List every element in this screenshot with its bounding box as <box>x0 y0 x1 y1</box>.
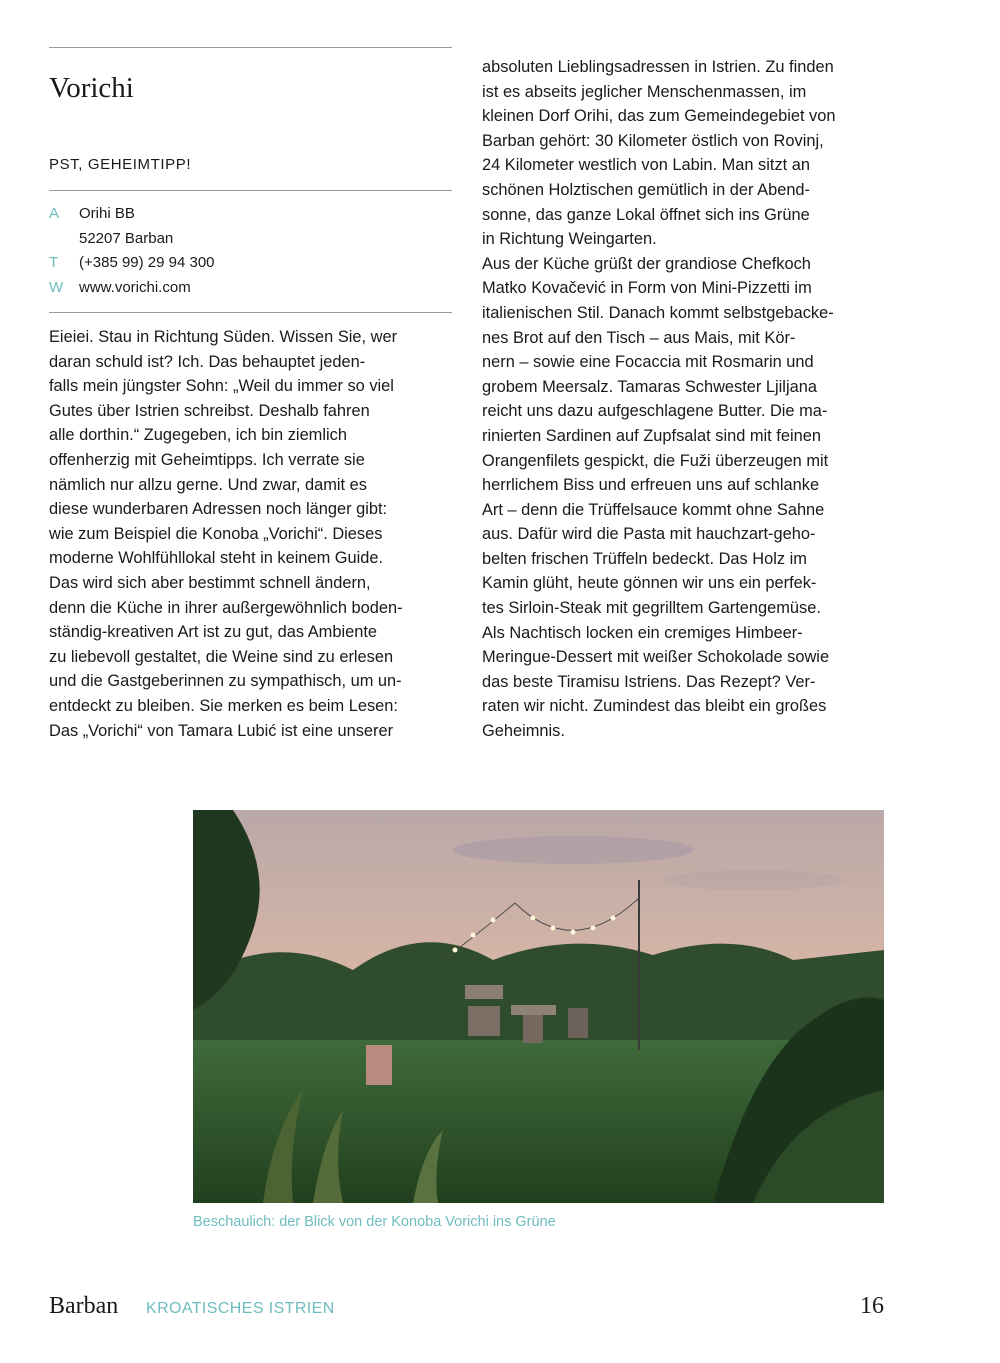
garden-photo <box>193 810 884 1203</box>
body-right-line: raten wir nicht. Zumindest das bleibt ein großes <box>482 697 827 716</box>
body-right-line: herrlichem Biss und erfreuen uns auf schlanke <box>482 476 820 495</box>
body-right-line: absoluten Lieblingsadressen in Istrien. Zu finden <box>482 58 834 76</box>
article-title: Vorichi <box>49 72 134 104</box>
contact-row-phone <box>49 251 452 276</box>
body-right-line: aus. Dafür wird die Pasta mit hauchzart-geho- <box>482 525 816 544</box>
contact-phone[interactable]: (+385 99) 29 94 300 <box>79 254 215 272</box>
body-left-line: Das „Vorichi“ von Tamara Lubić ist eine unserer <box>49 721 394 740</box>
body-right-line: das beste Tiramisu Istriens. Das Rezept? Ver- <box>482 672 816 691</box>
body-left-line: wie zum Beispiel die Konoba „Vorichi“. Dieses <box>49 524 383 543</box>
contact-key-empty <box>49 227 79 252</box>
page-number: 16 <box>860 1293 884 1319</box>
body-left-line: alle dorthin.“ Zugegeben, ich bin ziemlich <box>49 426 347 445</box>
body-right-line: Aus der Küche grüßt der grandiose Chefkoch <box>482 254 811 273</box>
contact-top-rule <box>49 190 452 191</box>
contact-address-city: 52207 Barban <box>79 229 174 247</box>
body-right-line: grobem Meersalz. Tamaras Schwester Ljiljana <box>482 377 817 396</box>
contact-row-city <box>49 227 452 252</box>
contact-bottom-rule <box>49 312 452 313</box>
body-right-line: Orangenfilets gespickt, die Fuži überzeugen mit <box>482 451 829 470</box>
body-right-line: sonne, das ganze Lokal öffnet sich ins Grüne <box>482 205 810 224</box>
body-right-line: kleinen Dorf Orihi, das zum Gemeindegebiet von <box>482 107 836 126</box>
contact-row-web <box>49 276 452 301</box>
contact-key-address: A <box>49 205 60 222</box>
contact-address-street: Orihi BB <box>79 205 135 222</box>
body-right-line: nern – sowie eine Focaccia mit Rosmarin und <box>482 353 814 372</box>
body-right-line: schönen Holztischen gemütlich in der Abend- <box>482 180 811 199</box>
body-left-line: Das wird sich aber bestimmt schnell ändern, <box>49 573 371 592</box>
body-right-line: ist es abseits jeglicher Menschenmassen, im <box>482 82 807 101</box>
body-right-line: in Richtung Weingarten. <box>482 230 657 249</box>
article-kicker: PST, GEHEIMTIPP! <box>49 156 192 173</box>
garden-photo-illustration <box>193 810 884 1203</box>
body-right-line: Als Nachtisch locken ein cremiges Himbeer- <box>482 623 803 642</box>
footer-place: Barban <box>49 1293 119 1319</box>
body-right-line: belten frischen Trüffeln bedeckt. Das Holz im <box>482 549 807 568</box>
body-right-line: Geheimnis. <box>482 722 565 741</box>
body-left-line: ständig-kreativen Art ist zu gut, das Ambiente <box>49 623 377 642</box>
body-right-line: italienischen Stil. Danach kommt selbstgebacke- <box>482 303 834 322</box>
body-column-left <box>49 325 455 743</box>
contact-row-address <box>49 202 452 227</box>
body-right-line: tes Sirloin-Steak mit gegrilltem Gartengemüse. <box>482 599 821 618</box>
body-left-line: Gutes über Istrien schreibst. Deshalb fahren <box>49 401 370 420</box>
body-right-line: reicht uns dazu aufgeschlagene Butter. Die ma- <box>482 402 828 421</box>
body-left-line: nämlich nur allzu gerne. Und zwar, damit es <box>49 475 367 494</box>
contact-key-web: W <box>49 278 64 296</box>
body-left-line: Eieiei. Stau in Richtung Süden. Wissen Sie, wer <box>49 328 398 346</box>
body-right-line: nes Brot auf den Tisch – aus Mais, mit Kör- <box>482 328 796 347</box>
body-left-line: und die Gastgeberinnen zu sympathisch, um un- <box>49 672 402 691</box>
body-column-right <box>482 55 888 744</box>
body-left-line: daran schuld ist? Ich. Das behauptet jeden- <box>49 352 366 371</box>
footer-region: KROATISCHES ISTRIEN <box>146 1300 335 1317</box>
photo-caption: Beschaulich: der Blick von der Konoba Vorichi ins Grüne <box>193 1214 556 1230</box>
contact-block <box>49 202 452 300</box>
contact-website-link[interactable]: www.vorichi.com <box>79 278 191 296</box>
body-right-line: 24 Kilometer westlich von Labin. Man sitzt an <box>482 156 810 175</box>
body-right-line: Art – denn die Trüffelsauce kommt ohne Sahne <box>482 500 825 519</box>
contact-key-phone: T <box>49 254 59 272</box>
body-left-line: falls mein jüngster Sohn: „Weil du immer so viel <box>49 377 394 396</box>
body-left-line: offenherzig mit Geheimtipps. Ich verrate sie <box>49 450 365 469</box>
body-right-line: Matko Kovačević in Form von Mini-Pizzetti im <box>482 279 812 298</box>
body-right-line: Meringue-Dessert mit weißer Schokolade sowie <box>482 648 830 667</box>
body-left-line: moderne Wohlfühllokal steht in keinem Guide. <box>49 549 384 568</box>
body-left-line: entdeckt zu bleiben. Sie merken es beim Lesen: <box>49 696 398 715</box>
body-right-line: rinierten Sardinen auf Zupfsalat sind mit feinen <box>482 426 821 445</box>
body-right-line: Kamin glüht, heute gönnen wir uns ein perfek- <box>482 574 817 593</box>
body-right-line: Barban gehört: 30 Kilometer östlich von Rovinj, <box>482 131 824 150</box>
body-left-line: zu liebevoll gestaltet, die Weine sind zu erlesen <box>49 647 394 666</box>
top-rule <box>49 47 452 48</box>
body-left-line: denn die Küche in ihrer außergewöhnlich boden- <box>49 598 403 617</box>
body-left-line: diese wunderbaren Adressen noch länger gibt: <box>49 500 388 519</box>
